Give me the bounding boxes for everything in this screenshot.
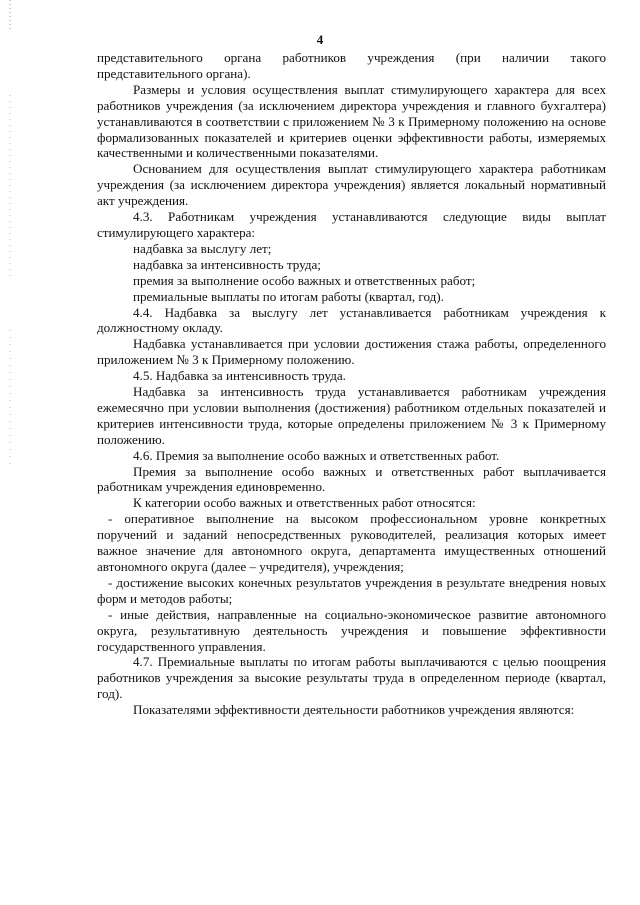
paragraph: Основанием для осуществления выплат стимулирующего характера работникам учреждения (за исключением директора учреждения) является локальный нормативный акт учреждения.: [97, 161, 606, 209]
list-item: надбавка за выслугу лет;: [133, 240, 272, 256]
document-body: [97, 50, 606, 718]
section-heading-4-7: 4.7. Премиальные выплаты по итогам работы выплачиваются с целью поощрения работников учреждения за высокие результаты труда в определенном периоде (квартал, год).: [97, 654, 606, 702]
paragraph: представительного органа работников учреждения (при наличии такого представительного органа).: [97, 50, 606, 81]
list-item: надбавка за интенсивность труда;: [133, 256, 321, 272]
paragraph: Премия за выполнение особо важных и ответственных работ выплачивается работникам учреждения единовременно.: [97, 463, 606, 495]
section-heading-4-4: 4.4. Надбавка за выслугу лет устанавливается работникам учреждения к должностному окладу.: [97, 304, 606, 336]
section-heading-4-6: 4.6. Премия за выполнение особо важных и ответственных работ.: [133, 447, 500, 463]
page-number: 4: [316, 32, 324, 47]
list-item: - оперативное выполнение на высоком профессиональном уровне конкретных поручений и заданий непосредственных руководителей, реализация которых имеет важное значение для автономного округа, департамента имущественных отношений автономного округа (далее – учредителя), учреждения;: [97, 511, 606, 574]
paragraph: Показателями эффективности деятельности работников учреждения являются:: [133, 702, 575, 718]
list-item: премия за выполнение особо важных и ответственных работ;: [133, 272, 476, 288]
paragraph: К категории особо важных и ответственных работ относятся:: [133, 495, 476, 511]
list-item: премиальные выплаты по итогам работы (квартал, год).: [133, 288, 444, 304]
scan-margin-mark: [7, 0, 13, 905]
paragraph: Надбавка за интенсивность труда устанавливается работникам учреждения ежемесячно при условии выполнения (достижения) работником отдельных показателей и критериев интенсивности труда, которые определены приложением № 3 к Примерному положению.: [97, 384, 606, 447]
list-item: - иные действия, направленные на социально-экономическое развитие автономного округа, результативную деятельность учреждения и повышение эффективности государственного управления.: [97, 606, 606, 654]
section-heading-4-5: 4.5. Надбавка за интенсивность труда.: [133, 368, 346, 384]
paragraph: Размеры и условия осуществления выплат стимулирующего характера для всех работников учреждения (за исключением директора учреждения и главного бухгалтера) устанавливаются в соответствии с приложением № 3 к Примерному положению на основе формализованных показателей и критериев оценки эффективности работы, измеряемых качественными и количественными показателями.: [97, 81, 606, 161]
section-heading-4-3: 4.3. Работникам учреждения устанавливаются следующие виды выплат стимулирующего характера:: [97, 209, 606, 240]
list-item: - достижение высоких конечных результатов учреждения в результате внедрения новых форм и методов работы;: [97, 574, 606, 606]
paragraph: Надбавка устанавливается при условии достижения стажа работы, определенного приложением № 3 к Примерному положению.: [97, 336, 606, 368]
